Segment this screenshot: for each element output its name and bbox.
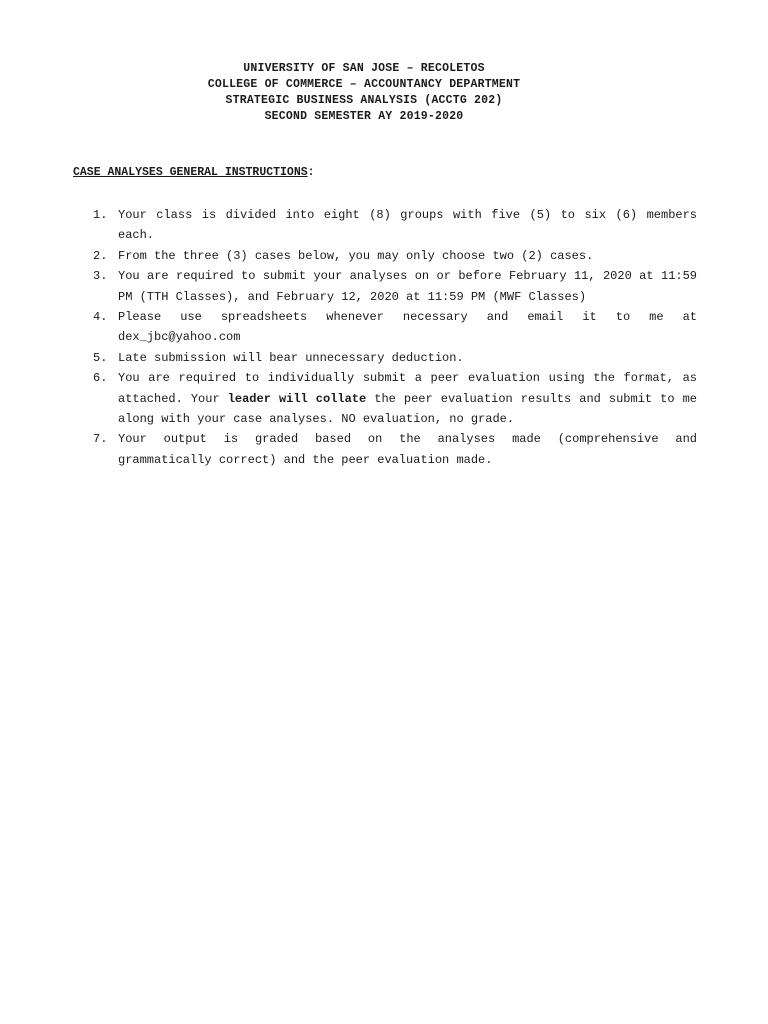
list-item-text: Late submission will bear unnecessary deduction. <box>118 350 464 365</box>
section-heading-colon: : <box>307 166 315 179</box>
university-name: UNIVERSITY OF SAN JOSE – RECOLETOS <box>243 62 485 75</box>
semester: SECOND SEMESTER AY 2019-2020 <box>264 110 464 123</box>
list-item-text <box>118 371 697 426</box>
list-item <box>90 429 697 470</box>
document-header <box>0 61 728 125</box>
list-item-text: From the three (3) cases below, you may only choose two (2) cases. <box>118 248 594 263</box>
list-item-number: 6. <box>93 371 108 386</box>
college-department: COLLEGE OF COMMERCE – ACCOUNTANCY DEPARTMENT <box>207 78 521 91</box>
list-item-number: 4. <box>93 310 108 325</box>
list-item <box>90 348 697 368</box>
list-item-text: Your class is divided into eight (8) groups with five (5) to six (6) members each. <box>118 208 697 243</box>
list-item <box>90 307 697 348</box>
instructions-list <box>90 205 697 470</box>
list-item-text: Please use spreadsheets whenever necessary and email it to me at dex_jbc@yahoo.com <box>118 310 697 345</box>
list-item <box>90 266 697 307</box>
list-item-text: Your output is graded based on the analyses made (comprehensive and grammatically correct) and the peer evaluation made. <box>118 432 697 467</box>
list-item <box>90 246 697 266</box>
list-item <box>90 205 697 246</box>
section-heading-text: CASE ANALYSES GENERAL INSTRUCTIONS <box>73 166 308 179</box>
list-item-text: You are required to submit your analyses on or before February 11, 2020 at 11:59 PM (TTH Classes), and February 12, 2020 at 11:59 PM (MWF Classes) <box>118 269 697 304</box>
list-item-number: 3. <box>93 269 108 284</box>
list-item <box>90 368 697 429</box>
course-title: STRATEGIC BUSINESS ANALYSIS (ACCTG 202) <box>225 94 503 107</box>
list-item-number: 7. <box>93 432 108 447</box>
list-item-text-part: You are required to individually submit a peer evaluation using the format, as attached. Your <box>118 371 697 406</box>
list-item-number: 2. <box>93 248 108 263</box>
section-heading <box>73 165 315 181</box>
list-item-text-part: the peer evaluation results and submit to me along with your case analyses. NO evaluation, no grade. <box>118 391 697 427</box>
list-item-bold-text: leader will collate <box>227 391 367 406</box>
list-item-number: 1. <box>93 208 108 222</box>
list-item-number: 5. <box>93 350 108 365</box>
